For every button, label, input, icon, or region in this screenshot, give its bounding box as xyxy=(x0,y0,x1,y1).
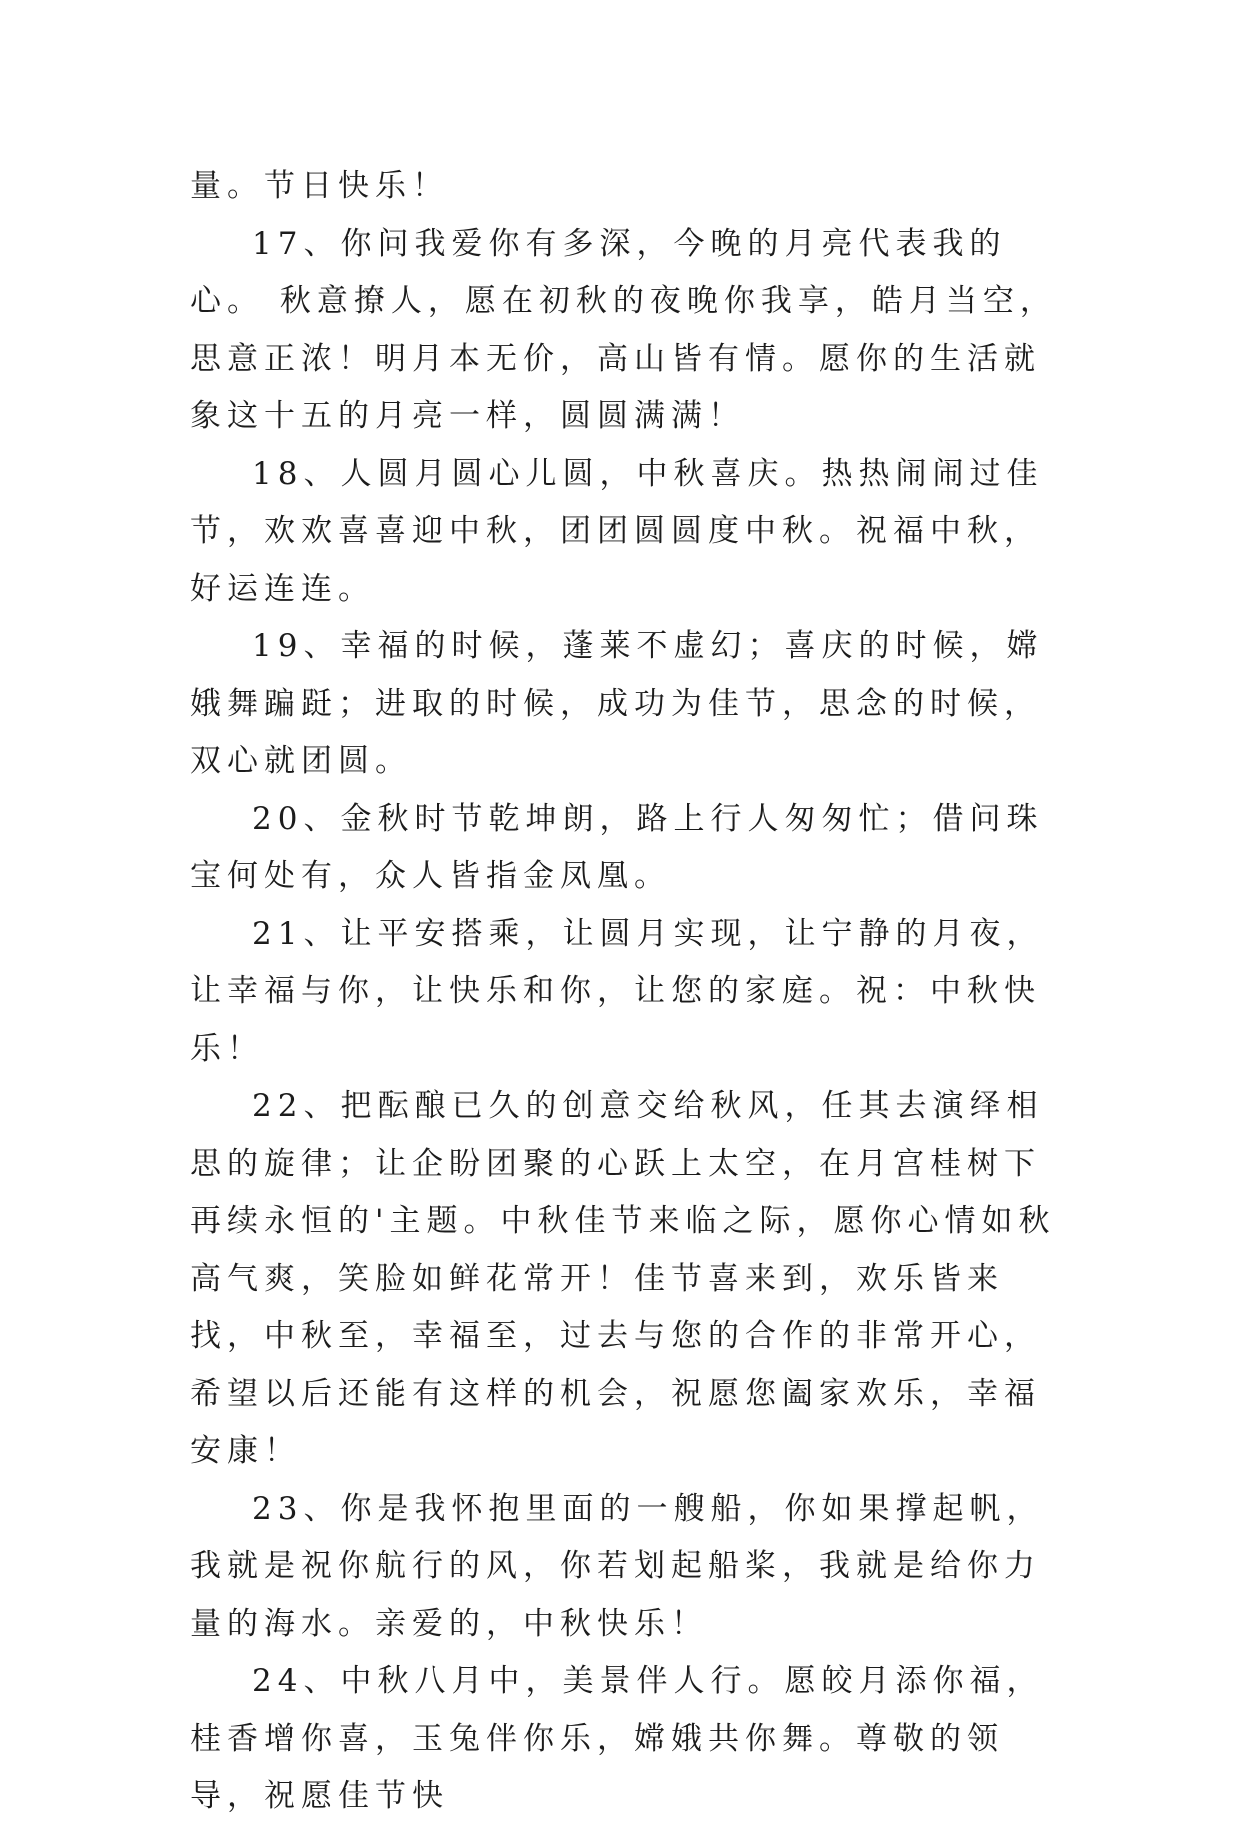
paragraph-22: 22、把酝酿已久的创意交给秋风，任其去演绎相思的旋律；让企盼团聚的心跃上太空，在月宫桂树下再续永恒的'主题。中秋佳节来临之际，愿你心情如秋高气爽，笑脸如鲜花常开！佳节喜来到，欢乐皆来找，中秋至，幸福至，过去与您的合作的非常开心，希望以后还能有这样的机会，祝愿您阖家欢乐，幸福安康！ xyxy=(190,1088,1056,1469)
paragraph-17: 17、你问我爱你有多深，今晚的月亮代表我的心。 秋意撩人，愿在初秋的夜晚你我享，皓月当空，思意正浓！明月本无价，高山皆有情。愿你的生活就象这十五的月亮一样，圆圆满满！ xyxy=(190,225,1057,434)
paragraph-19: 19、幸福的时候，蓬莱不虚幻；喜庆的时候，嫦娥舞蹁跹；进取的时候，成功为佳节，思念的时候，双心就团圆。 xyxy=(190,628,1044,779)
document-body xyxy=(190,158,1070,1826)
paragraph-23: 23、你是我怀抱里面的一艘船，你如果撑起帆，我就是祝你航行的风，你若划起船桨，我就是给你力量的海水。亲爱的，中秋快乐！ xyxy=(190,1490,1044,1642)
paragraph-20: 20、金秋时节乾坤朗，路上行人匆匆忙；借问珠宝何处有，众人皆指金凤凰。 xyxy=(190,800,1044,894)
paragraph-18: 18、人圆月圆心儿圆，中秋喜庆。热热闹闹过佳节，欢欢喜喜迎中秋，团团圆圆度中秋。祝福中秋，好运连连。 xyxy=(190,455,1044,607)
paragraph-21: 21、让平安搭乘，让圆月实现，让宁静的月夜，让幸福与你，让快乐和你，让您的家庭。祝：中秋快乐！ xyxy=(190,915,1044,1067)
paragraph-continuation: 量。节日快乐！ xyxy=(190,168,449,204)
paragraph-24: 24、中秋八月中，美景伴人行。愿皎月添你福，桂香增你喜，玉兔伴你乐，嫦娥共你舞。尊敬的领导，祝愿佳节快 xyxy=(190,1663,1044,1814)
